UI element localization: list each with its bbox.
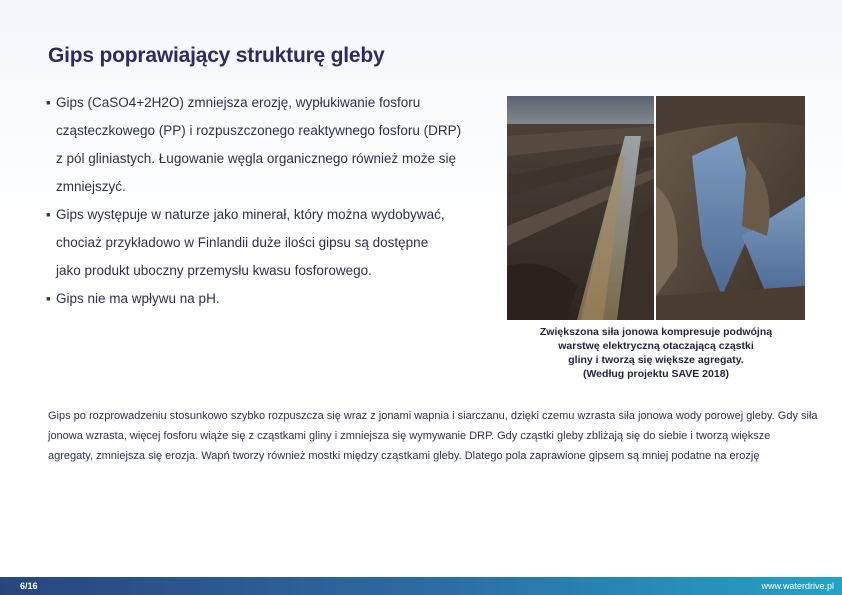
bullet-marker: ▪ — [46, 207, 51, 222]
bullet-line: Gips nie ma wpływu na pH. — [56, 291, 220, 306]
caption-line: Zwiększona siła jonowa kompresuje podwójną — [539, 326, 773, 338]
bullet-line: zmniejszyć. — [56, 179, 126, 194]
bullet-line: chociaż przykładowo w Finlandii duże ilości gipsu są dostępne — [56, 235, 429, 250]
caption-line: warstwę elektryczną otaczającą cząstki — [558, 340, 754, 352]
caption-line: (Według projektu SAVE 2018) — [582, 368, 730, 380]
bullet-list — [46, 89, 491, 313]
caption-line: gliny i tworzą się większe agregaty. — [568, 354, 744, 366]
page-title: Gips poprawiający strukturę gleby — [48, 44, 385, 67]
page-number: 6/16 — [20, 581, 38, 591]
footer-bar — [0, 577, 842, 595]
bullet-line: Gips (CaSO4+2H2O) zmniejsza erozję, wypłukiwanie fosforu — [56, 95, 421, 110]
body-paragraph: Gips po rozprowadzeniu stosunkowo szybko rozpuszcza się wraz z jonami wapnia i siarczanu, dzięki czemu wzrasta siła jonowa wody porowej gleby. Gdy siła jonowa wzrasta, więcej fosforu wiąże się z cząstkami gliny i zmniejsza się wymywanie DRP. Gdy cząstki gleby zbliżają się do siebie i tworzą większe agregaty, zmniejsza się erozja. Wapń tworzy również mostki między cząstkami gleby. Dlatego pola zaprawione gipsem są mniej podatne na erozję — [48, 410, 818, 462]
bullet-line: jako produkt uboczny przemysłu kwasu fosforowego. — [56, 263, 372, 278]
bullet-item — [46, 89, 491, 201]
bullet-marker: ▪ — [46, 95, 51, 110]
bullet-line: Gips występuje w naturze jako minerał, który można wydobywać, — [56, 207, 445, 222]
photo-caption — [507, 325, 805, 381]
field-photo — [507, 96, 805, 320]
bullet-item — [46, 285, 491, 313]
bullet-line: z pól gliniastych. Ługowanie węgla organicznego również może się — [56, 151, 456, 166]
website-url[interactable]: www.waterdrive.pl — [761, 581, 834, 591]
bullet-line: cząsteczkowego (PP) i rozpuszczonego reaktywnego fosforu (DRP) — [56, 123, 462, 138]
bullet-marker: ▪ — [46, 291, 51, 306]
bullet-item — [46, 201, 491, 285]
